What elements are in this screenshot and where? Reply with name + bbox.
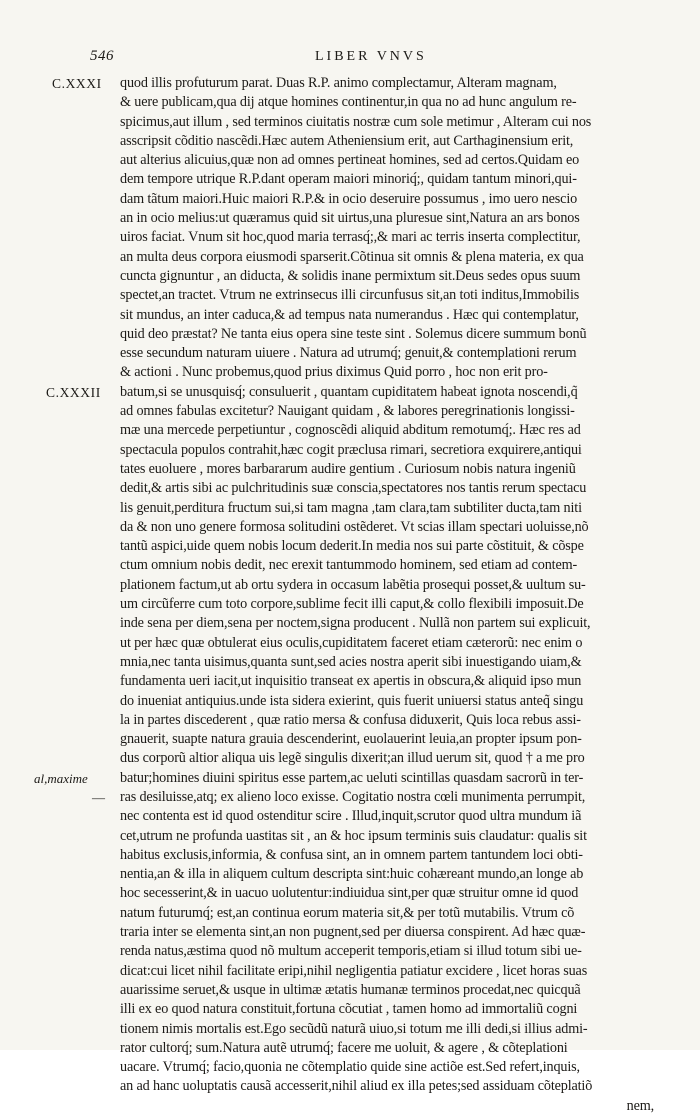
text-line: tantũ aspici,uide quem nobis locum dederit.In media nos sui parte cõstituit, & cõspe <box>120 538 584 555</box>
marginal-variant-note: al,maxime <box>34 771 88 786</box>
text-line: sit mundus, an inter caduca,& ad tempus nata numerandus . Hæc qui contemplatur, <box>120 306 579 323</box>
text-line: mæ una mercede perpetiuntur , cognoscẽdi aliquid abditum remotumq́;. Hæc res ad <box>120 422 581 439</box>
text-line: nem, <box>626 1097 654 1114</box>
text-line: an in ocio melius:ut quæramus quid sit uirtus,una pluresue sint,Natura an ars bonos <box>120 210 580 227</box>
chapter-marker-31: C.XXXI <box>52 76 102 91</box>
text-line: inde sena per diem,sena per noctem,signa producent . Nullã non partem sui explicuit, <box>120 615 591 632</box>
page-number: 546 <box>90 48 114 64</box>
text-line: do inueniat antiquius.unde ista sidera exierint, quis fuerit uniuersi status anteq̃ singu <box>120 692 584 709</box>
text-line: lis genuit,perditura fructum sui,si tam magna ,tam clara,tam subtiliter ducta,tam niti <box>120 499 582 516</box>
text-line: auarissime seruet,& usque in ultimæ ætatis humanæ terminos procedat,nec quicquã <box>120 981 581 998</box>
text-line: tionem nimis mortalis est.Ego secũdũ naturã uiuo,si totum me illi dedi,si illius admi- <box>120 1020 588 1037</box>
text-line: habitus exclusis,informia, & confusa sint, an in omnem partem tantundem loci obti- <box>120 846 583 863</box>
text-line: asscripsit cõditio nascẽdi.Hæc autem Atheniensium erit, aut Carthaginensium erit, <box>120 132 574 149</box>
text-line: rator cultorq́; sum.Natura autẽ utrumq́; facere me uoluit, & agere , & cõteplationi <box>120 1039 568 1056</box>
text-line: an ad hanc uoluptatis causã accesserit,nihil aliud ex illa petes;sed assiduam cõteplatiõ <box>120 1078 593 1095</box>
text-line: quod illis profuturum parat. Duas R.P. animo complectamur, Alteram magnam, <box>120 75 557 91</box>
text-line: dedit,& artis sibi ac pulchritudinis suæ conscia,spectatores nos tantis rerum spectacu <box>120 480 587 497</box>
text-line: dicat:cui licet nihil facilitate eripi,nihil negligentia patiatur excidere , licet horas suas <box>120 962 588 979</box>
text-line: tates euoluere , mores barbararum audire gentium . Curiosum nobis natura ingeniũ <box>120 460 576 477</box>
text-line: hoc secesserint,& in uacuo uolutentur:indiuidua sint,per quæ struitur omne id quod <box>120 885 579 902</box>
text-line: uacare. Vtrumq́; facio,quonia ne cõtemplatio quide sine actiõe est.Sed refert,inquis, <box>120 1059 580 1076</box>
text-line: dus corporũ altior aliqua uis legẽ singulis dixerit;an illud uerum sit, quod † a me pro <box>120 750 585 767</box>
text-line: ras desiluisse,atq; ex alieno loco exisse. Cogitatio nostra cœli munimenta perrumpit, <box>120 788 586 805</box>
text-line: ctum omnium nobis dedit, nec erexit tantummodo hominem, sed etiam ad contem- <box>120 557 578 574</box>
text-line: batur;homines diuini spiritus esse partem,ac ueluti scintillas quasdam sacrorũ in ter- <box>120 769 584 786</box>
text-line: dam tãtum maiori.Huic maiori R.P.& in ocio deseruire possumus , imo uero nescio <box>120 190 578 207</box>
text-line: an multa deus corpora eiusmodi sparserit.Cõtinua sit omnis & plena materia, ex qua <box>120 248 584 265</box>
text-line: nec contenta est id quod ostenditur scire . Illud,inquit,scrutor quod ultra mundum iã <box>120 808 582 825</box>
text-line: ut per hæc quæ obtulerat eius oculis,cupiditatem faceret etiam cæterorũ: nec enim o <box>120 634 583 651</box>
page-header <box>90 48 680 68</box>
text-line: aut alterius alicuius,quæ non ad omnes pertineat homines, sed ad certos.Quidam eo <box>120 152 580 169</box>
text-line: cuncta gignuntur , an diducta, & solidis inane permixtum sit.Deus sedes opus suum <box>120 267 581 284</box>
text-line: gnauerit, suapte natura grauia descenderint, euolauerint leuia,an propter ipsum pon- <box>120 731 582 748</box>
text-line: spectet,an tractet. Vtrum ne extrinsecus illi circunfusus sit,an toti inditus,Immobilis <box>120 287 580 304</box>
text-line: uiros faciat. Vnum sit hoc,quod maria terrasq́;,& mari ac terris inserta complectitur, <box>120 229 581 246</box>
text-line: traria inter se elementa sint,an non pugnent,sed per diuersa conspirent. Ad hæc quæ- <box>120 924 586 941</box>
text-line: spicimus,aut illum , sed terminos ciuitatis nostræ cum sole metimur , Alteram cui nos <box>120 113 592 130</box>
text-line: da & non uno genere formosa solitudini ostẽderet. Vt scias illam spectari uoluisse,nõ <box>120 518 589 535</box>
text-line: & uere publicam,qua dij atque homines continentur,in qua no ad hunc angulum re- <box>120 94 577 111</box>
text-line: plationem factum,ut ab ortu sydera in occasum labẽtia prosequi posset,& uultum su- <box>120 576 586 593</box>
text-line: la in partes discederent , quæ ratio mersa & confusa diduxerit, Quis loca rebus assi- <box>120 711 581 728</box>
marginal-pointer-mark: — <box>92 790 105 805</box>
text-line: mnia,nec tanta uisimus,quanta sunt,sed acies nostra aperit sibi inuestigando uiam,& <box>120 653 582 670</box>
text-line: batum,si se unusquisq́; consuluerit , quantam cupiditatem habeat ignota noscendi,q̃ <box>120 383 578 400</box>
text-line: cet,utrum ne profunda uastitas sit , an & hoc ipsum terminis suis claudatur: qualis sit <box>120 827 587 844</box>
text-line: fundamenta ueri iacit,ut inquisitio transeat ex apertis in obscura,& aliquid ipso mun <box>120 673 582 690</box>
text-line: natum futurumq́; est,an continua eorum materia sit,& per totũ mutabilis. Vtrum cõ <box>120 904 575 921</box>
text-line: esse secundum naturam uiuere . Natura ad utrumq́; genuit,& contemplationi rerum <box>120 345 577 362</box>
chapter-marker-32: C.XXXII <box>46 385 101 400</box>
text-line: ad omnes fabulas excitetur? Nauigant quidam , & labores peregrinationis longissi- <box>120 403 575 420</box>
text-line: renda natus,æstima quod nõ multum acceperit temporis,etiam si illud totum sibi ue- <box>120 943 582 960</box>
text-line: & actioni . Nunc probemus,quod prius diximus Quid porro , hoc non erit pro- <box>120 364 548 381</box>
main-text-block <box>120 74 680 1116</box>
text-line: nentia,an & illa in aliquem cultum descripta sint:huic cohæreant mundo,an longe ab <box>120 866 584 883</box>
text-line: illi ex eo quod natura constituit,fortuna cõcutiat , tamen homo ad immortaliũ cogni <box>120 1001 578 1018</box>
text-line: spectacula populos contrahit,hæc cogit præclusa rimari, secretiora exquirere,antiqui <box>120 441 582 458</box>
text-line: dem tempore utrique R.P.dant operam maiori minoriq́;, quidam tantum minori,qui- <box>120 171 577 188</box>
text-line: quid deo præstat? Ne tanta eius opera sine teste sint . Solemus dicere summum bonũ <box>120 325 587 342</box>
text-line: um circũferre cum toto corpore,sublime fecit illi caput,& collo flexibili imposuit.De <box>120 596 584 613</box>
running-head: LIBER VNVS <box>315 49 427 64</box>
